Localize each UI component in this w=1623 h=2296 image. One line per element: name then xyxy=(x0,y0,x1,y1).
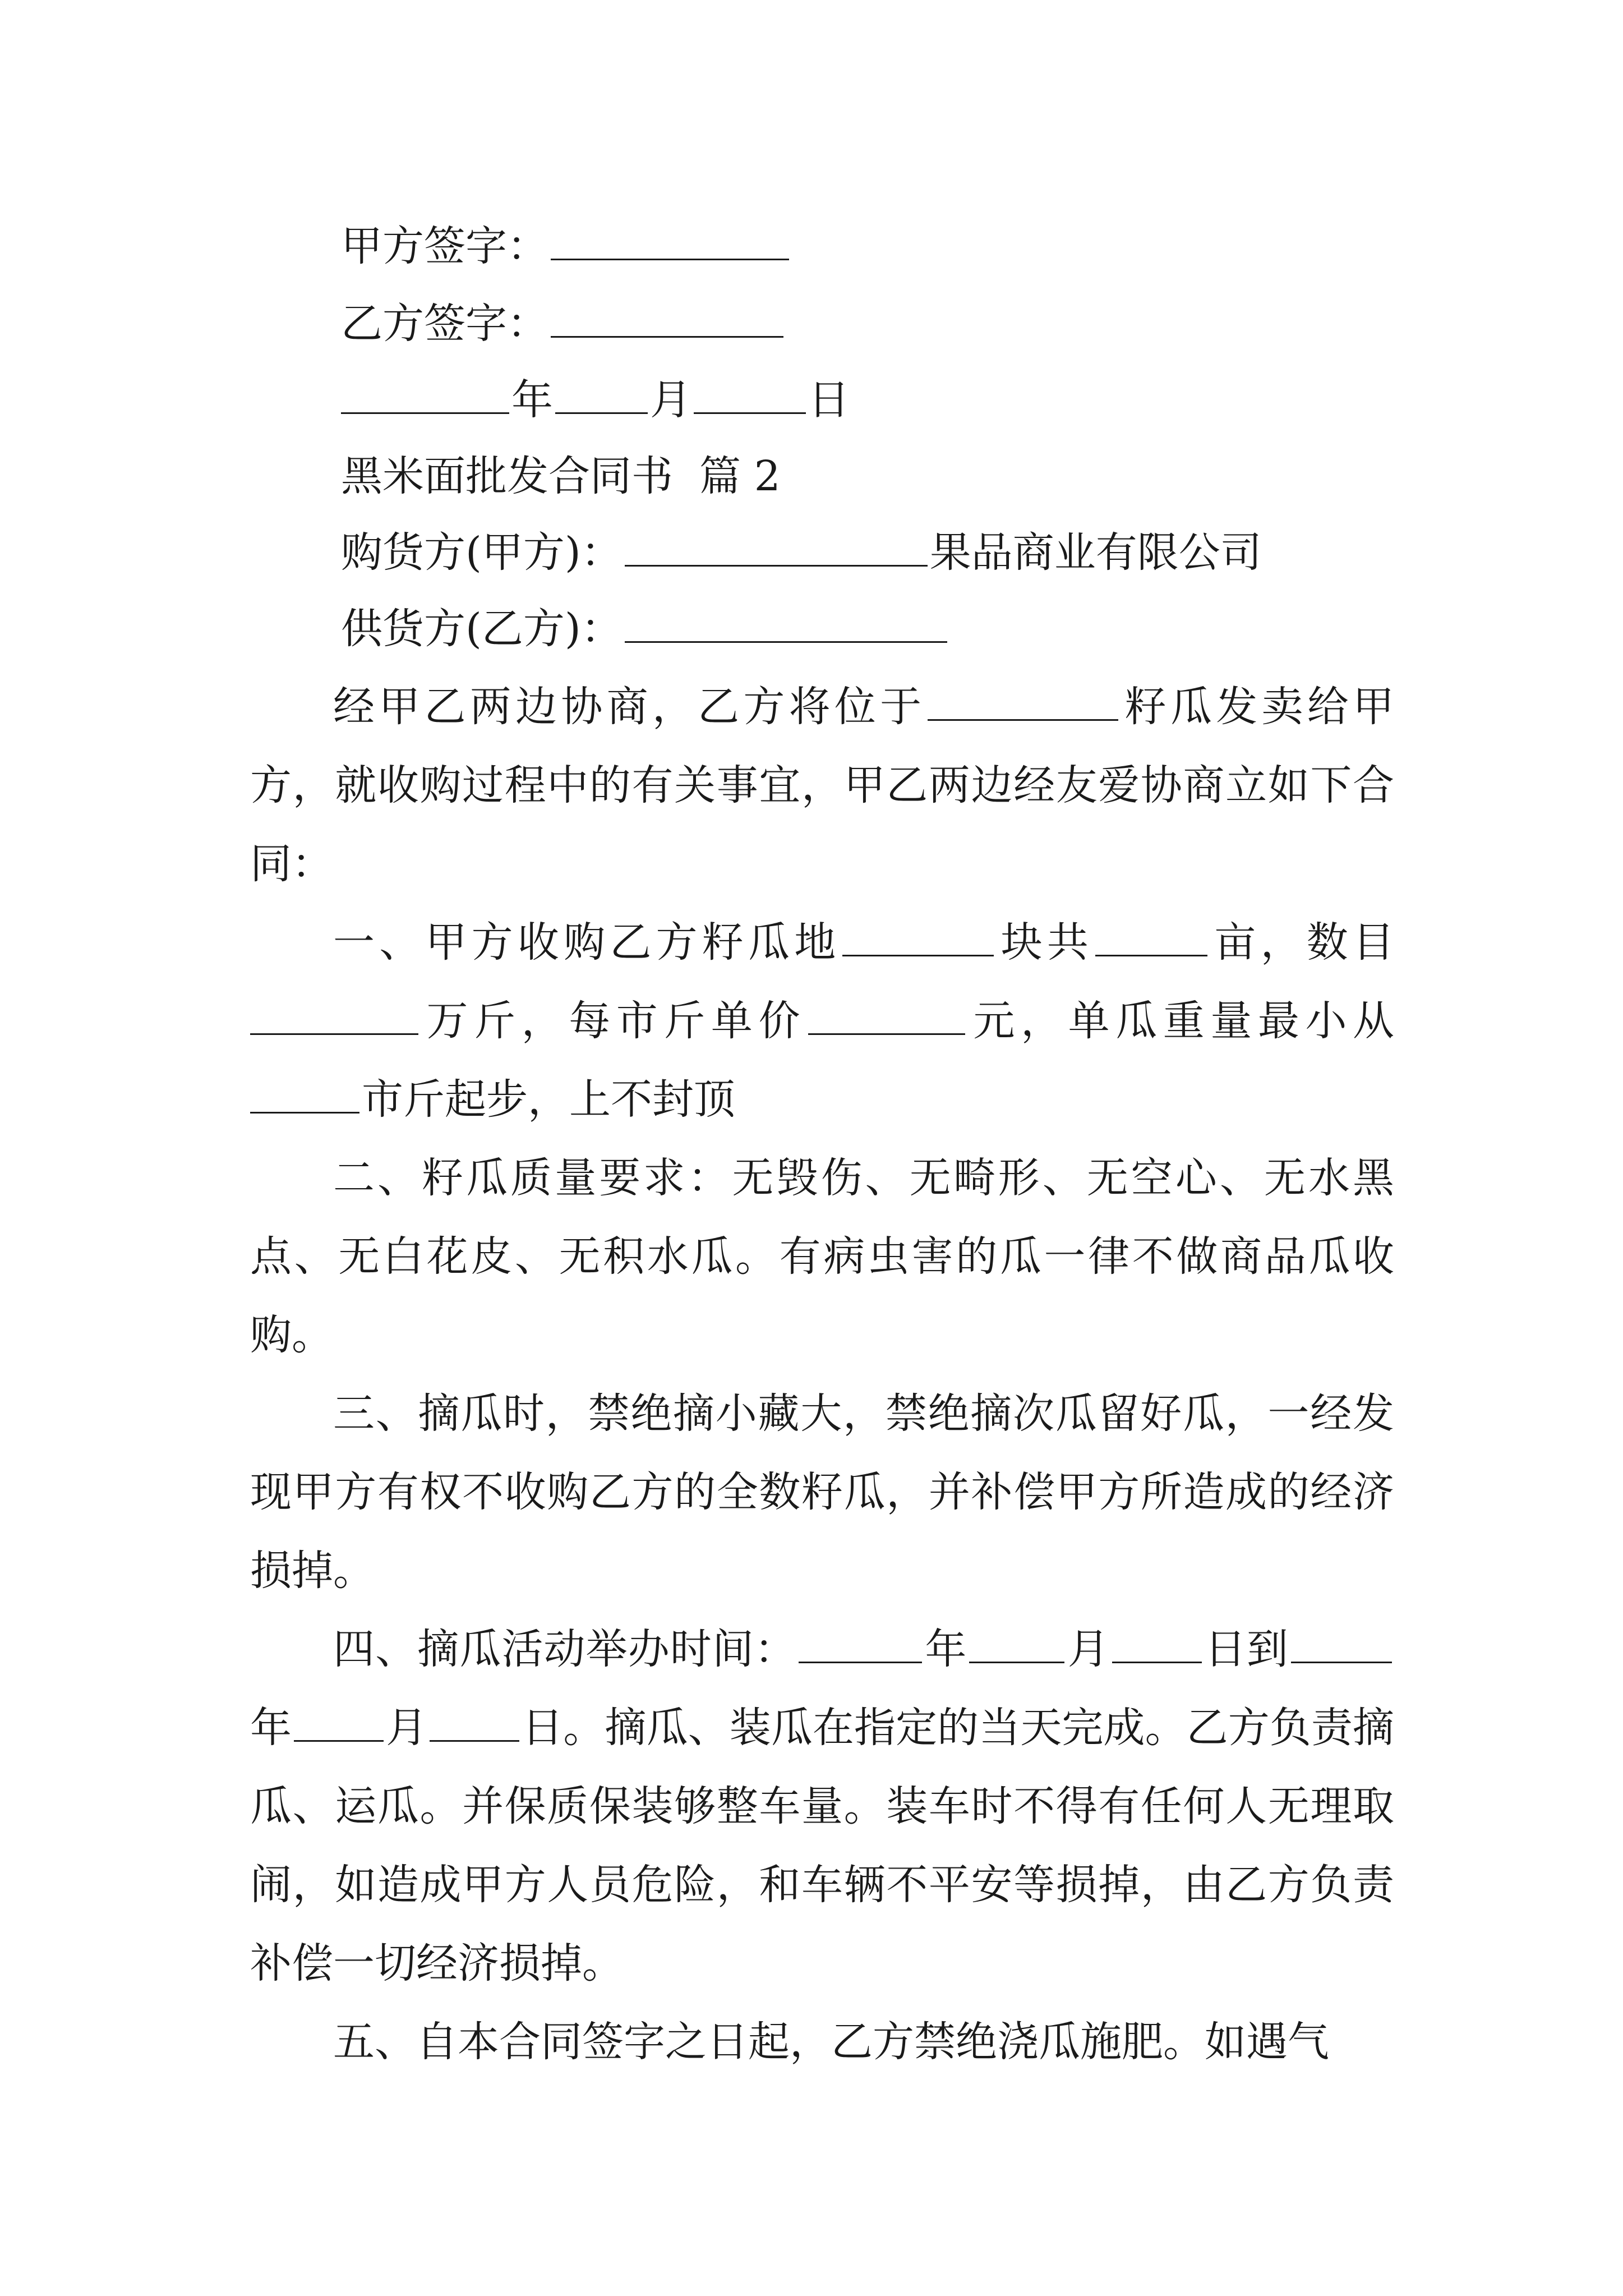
party-b-signature-line xyxy=(341,300,786,348)
clause-4-end-month-blank xyxy=(294,1734,384,1742)
seller-blank xyxy=(625,635,947,643)
clause-1 xyxy=(250,903,1394,1139)
clause-4-text-a: 四、摘瓜活动举办时间： xyxy=(333,1625,797,1673)
date-day-label: 日 xyxy=(808,376,850,424)
clause-4-start-month-blank xyxy=(969,1655,1064,1663)
clause-1-text-e: 元，单瓜重量最小从 xyxy=(967,997,1394,1045)
party-a-signature-blank xyxy=(551,252,789,260)
clause-1-mu-blank xyxy=(1095,949,1207,956)
party-b-signature-label: 乙方签字： xyxy=(341,300,548,348)
clause-4-start-year-blank xyxy=(799,1655,922,1663)
clause-4-month: 月 xyxy=(1067,1625,1110,1673)
seller-label: 供货方(乙方)： xyxy=(341,605,623,653)
clause-2 xyxy=(250,1139,1394,1374)
date-day-blank xyxy=(694,406,806,414)
buyer-line xyxy=(341,528,1262,577)
clause-2-text: 二、籽瓜质量要求：无毁伤、无畸形、无空心、无水黑点、无白花皮、无积水瓜。有病虫害的瓜一律不做商品瓜收购。 xyxy=(250,1154,1394,1359)
clause-5 xyxy=(250,2003,1394,2081)
clause-4-start-day-blank xyxy=(1112,1655,1202,1663)
clause-4-rest: 日。摘瓜、装瓜在指定的当天完成。乙方负责摘瓜、运瓜。并保质保装够整车量。装车时不得有任何人无理取闹，如造成甲方人员危险，和车辆不平安等损掉，由乙方负责补偿一切经济损掉。 xyxy=(250,1704,1395,1987)
clause-1-text-a: 一、甲方收购乙方籽瓜地 xyxy=(333,918,841,967)
party-a-signature-line xyxy=(341,222,791,270)
party-b-signature-blank xyxy=(551,330,783,338)
clause-3 xyxy=(250,1374,1394,1610)
section-number: 篇 2 xyxy=(699,452,781,500)
clause-1-text-f: 市斤起步，上不封顶 xyxy=(362,1075,735,1124)
buyer-blank xyxy=(625,559,928,567)
signature-date-line xyxy=(341,376,850,424)
clause-1-text-d: 万斤，每市斤单价 xyxy=(421,997,806,1045)
section-title: 黑米面批发合同书 xyxy=(341,452,673,500)
clause-4-month-2: 月 xyxy=(386,1704,428,1752)
clause-4 xyxy=(250,1610,1394,2003)
party-a-signature-label: 甲方签字： xyxy=(341,222,548,270)
clause-4-year: 年 xyxy=(924,1625,967,1673)
clause-4-end-day-blank xyxy=(430,1734,519,1742)
section-heading xyxy=(341,452,781,500)
clause-1-weight-blank xyxy=(250,1106,359,1114)
intro-location-blank xyxy=(928,713,1118,721)
clause-1-blocks-blank xyxy=(842,949,994,956)
intro-paragraph xyxy=(250,668,1394,903)
intro-text-2: 籽瓜发卖给甲方，就收购过程中的有关事宜，甲乙两边经友爱协商立如下合同： xyxy=(250,683,1395,888)
date-year-blank xyxy=(341,406,509,414)
date-month-label: 月 xyxy=(650,376,691,424)
buyer-label: 购货方(甲方)： xyxy=(341,528,623,577)
clause-1-price-blank xyxy=(808,1027,965,1035)
buyer-company: 果品商业有限公司 xyxy=(929,528,1262,577)
clause-4-end-year-blank xyxy=(1291,1655,1392,1663)
clause-5-text: 五、自本合同签字之日起，乙方禁绝浇瓜施肥。如遇气 xyxy=(333,2018,1329,2066)
clause-1-text-c: 亩，数目 xyxy=(1210,918,1395,967)
date-month-blank xyxy=(555,406,648,414)
clause-1-quantity-blank xyxy=(250,1027,418,1035)
clause-1-text-b: 块共 xyxy=(996,918,1094,967)
clause-4-day-to: 日到 xyxy=(1204,1625,1289,1673)
intro-text-1: 经甲乙两边协商，乙方将位于 xyxy=(333,683,926,731)
clause-4-year-2: 年 xyxy=(250,1704,292,1752)
seller-line xyxy=(341,605,949,653)
date-year-label: 年 xyxy=(511,376,553,424)
clause-3-text: 三、摘瓜时，禁绝摘小藏大，禁绝摘次瓜留好瓜，一经发现甲方有权不收购乙方的全数籽瓜，并补偿甲方所造成的经济损掉。 xyxy=(250,1389,1394,1595)
